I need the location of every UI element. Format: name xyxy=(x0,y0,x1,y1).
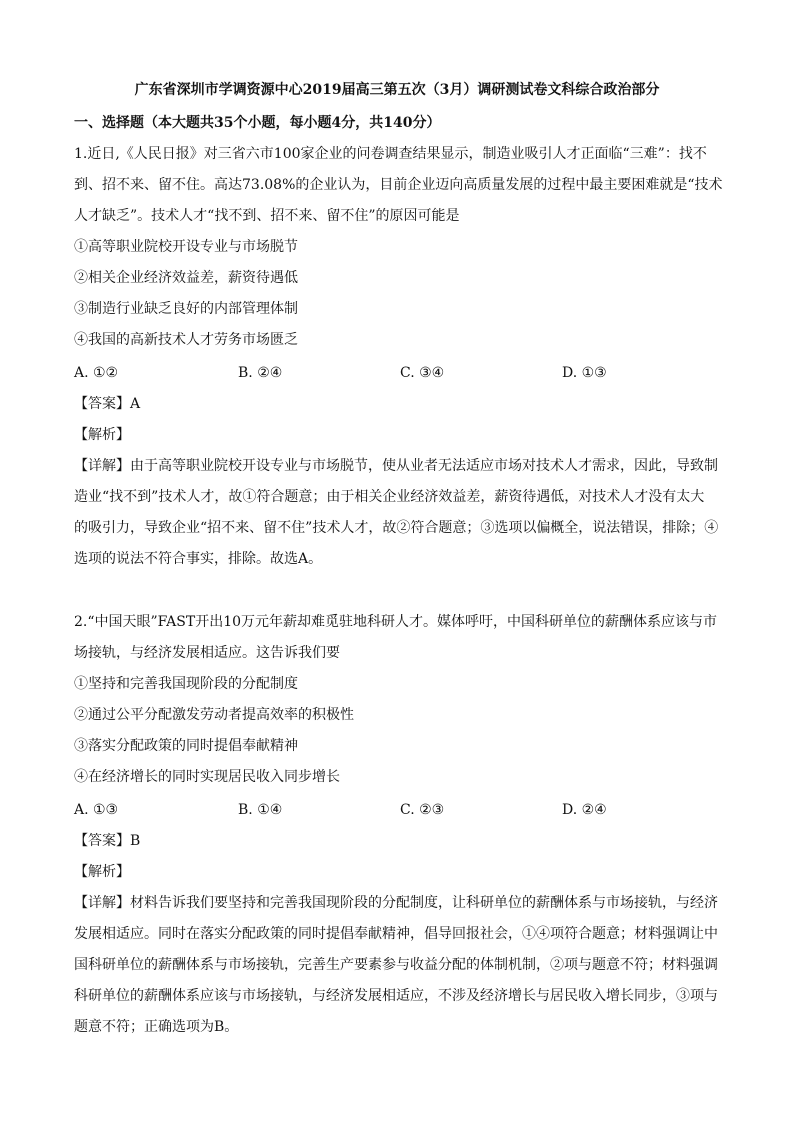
q1-option-1: ①高等职业院校开设专业与市场脱节 xyxy=(74,239,298,255)
q1-option-2: ②相关企业经济效益差，薪资待遇低 xyxy=(74,270,298,286)
section-header: 一、选择题（本大题共35个小题，每小题4分，共140分） xyxy=(74,115,441,131)
q1-option-3: ③制造行业缺乏良好的内部管理体制 xyxy=(74,301,298,317)
q1-answer: 【答案】A xyxy=(74,396,141,412)
q1-stem-line-1: 1.近日,《人民日报》对三省六市100家企业的问卷调查结果显示，制造业吸引人才正面临“三难”：找不 xyxy=(74,146,707,162)
q1-stem-line-3: 人才缺乏”。技术人才“找不到、招不来、留不住”的原因可能是 xyxy=(74,208,460,224)
q2-choice-c: C. ②③ xyxy=(400,802,445,818)
q1-choice-a: A. ①② xyxy=(74,365,119,381)
q2-choice-a: A. ①③ xyxy=(74,802,119,818)
q1-detail-line-1: 【详解】由于高等职业院校开设专业与市场脱节，使从业者无法适应市场对技术人才需求，因此，导致制 xyxy=(74,458,718,474)
q2-option-1: ①坚持和完善我国现阶段的分配制度 xyxy=(74,676,298,692)
q2-option-3: ③落实分配政策的同时提倡奉献精神 xyxy=(74,738,298,754)
q2-choice-b: B. ①④ xyxy=(238,802,283,818)
q2-stem-line-2: 场接轨，与经济发展相适应。这告诉我们要 xyxy=(74,645,340,661)
page-title: 广东省深圳市学调资源中心2019届高三第五次（3月）调研测试卷文科综合政治部分 xyxy=(134,82,660,98)
q1-choices xyxy=(74,363,714,383)
q2-option-2: ②通过公平分配激发劳动者提高效率的积极性 xyxy=(74,707,354,723)
q1-analysis-label: 【解析】 xyxy=(74,427,130,443)
q1-choice-d: D. ①③ xyxy=(562,365,607,381)
q2-analysis-label: 【解析】 xyxy=(74,864,130,880)
q2-option-4: ④在经济增长的同时实现居民收入同步增长 xyxy=(74,769,340,785)
q1-detail-line-2: 造业“找不到”技术人才，故①符合题意；由于相关企业经济效益差，薪资待遇低，对技术人才没有太大 xyxy=(74,489,705,505)
q1-detail-line-3: 的吸引力，导致企业“招不来、留不住”技术人才，故②符合题意；③选项以偏概全，说法错误，排除；④ xyxy=(74,520,719,536)
q1-choice-b: B. ②④ xyxy=(238,365,283,381)
q1-detail-line-4: 选项的说法不符合事实，排除。故选A。 xyxy=(74,551,323,567)
q2-choice-d: D. ②④ xyxy=(562,802,607,818)
q1-stem-line-2: 到、招不来、留不住。高达73.08%的企业认为，目前企业迈向高质量发展的过程中最主要困难就是“技术 xyxy=(74,177,723,193)
q1-option-4: ④我国的高新技术人才劳务市场匮乏 xyxy=(74,332,298,348)
q2-answer: 【答案】B xyxy=(74,833,141,849)
q2-choices xyxy=(74,800,714,820)
q2-detail-line-4: 科研单位的薪酬体系应该与市场接轨，与经济发展相适应，不涉及经济增长与居民收入增长同步，③项与 xyxy=(74,988,718,1004)
q1-choice-c: C. ③④ xyxy=(400,365,445,381)
q2-stem-line-1: 2.“中国天眼”FAST开出10万元年薪却难觅驻地科研人才。媒体呼吁，中国科研单位的薪酬体系应该与市 xyxy=(74,614,718,630)
q2-detail-line-3: 国科研单位的薪酬体系与市场接轨，完善生产要素参与收益分配的体制机制，②项与题意不符；材料强调 xyxy=(74,957,718,973)
q2-detail-line-5: 题意不符；正确选项为B。 xyxy=(74,1019,239,1035)
q2-detail-line-1: 【详解】材料告诉我们要坚持和完善我国现阶段的分配制度，让科研单位的薪酬体系与市场接轨，与经济 xyxy=(74,895,718,911)
q2-detail-line-2: 发展相适应。同时在落实分配政策的同时提倡奉献精神，倡导回报社会，①④项符合题意；材料强调让中 xyxy=(74,926,718,942)
